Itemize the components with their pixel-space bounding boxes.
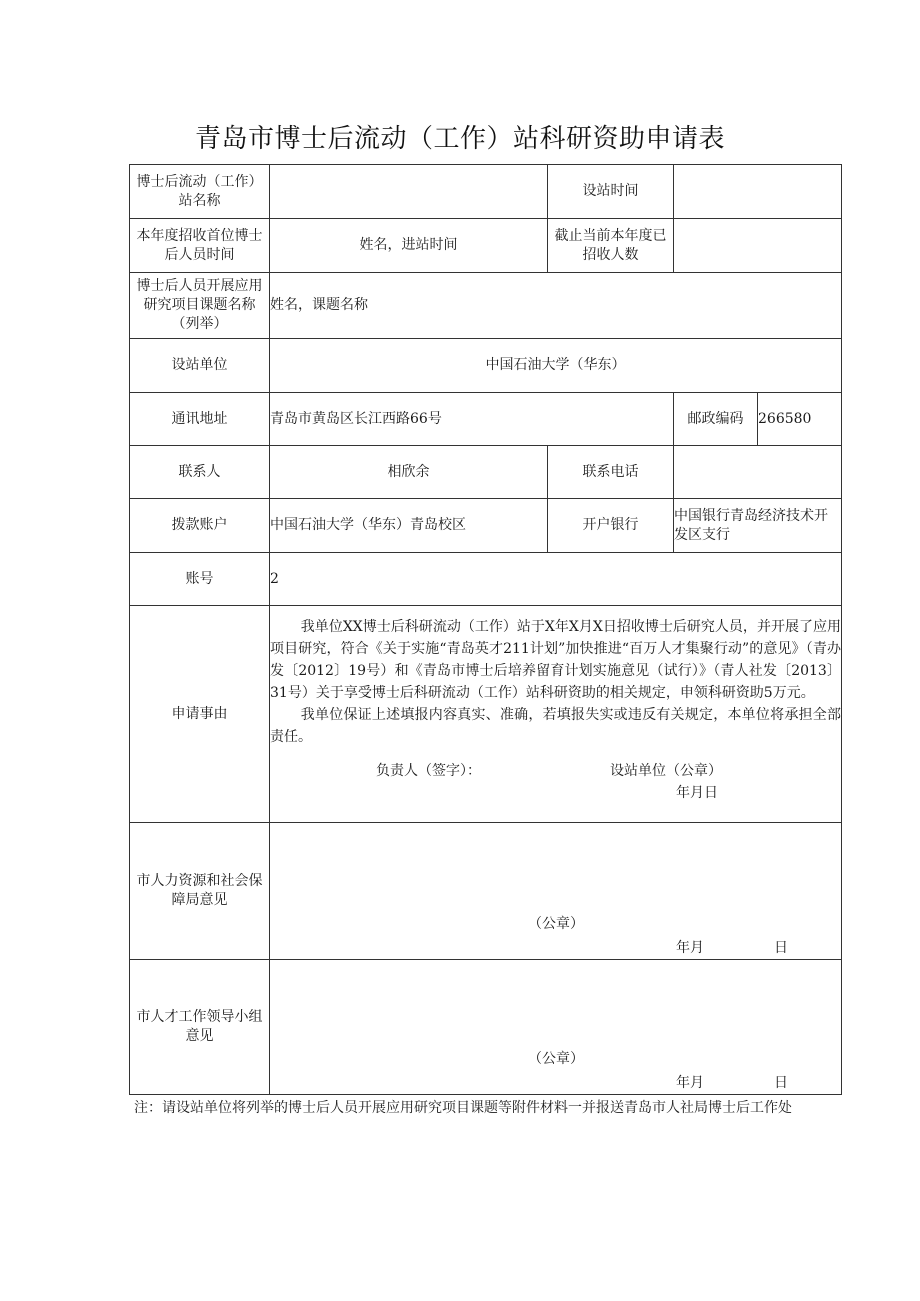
- phone-field[interactable]: [674, 446, 842, 499]
- station-name-field[interactable]: [270, 165, 548, 219]
- application-content: [270, 606, 842, 823]
- contact-field[interactable]: 相欣余: [270, 446, 548, 499]
- hr-seal-label: （公章）: [528, 916, 584, 932]
- first-recruit-label: 本年度招收首位博士后人员时间: [130, 219, 270, 273]
- row-contact: [130, 446, 842, 499]
- talent-opinion-field[interactable]: [270, 960, 842, 1095]
- row-unit: [130, 339, 842, 393]
- unit-field[interactable]: 中国石油大学（华东）: [270, 339, 842, 393]
- application-date: 年月日: [676, 785, 718, 801]
- page-title: 青岛市博士后流动（工作）站科研资助申请表: [194, 124, 725, 154]
- application-paragraph-2: 我单位保证上述填报内容真实、准确，若填报失实或违反有关规定，本单位将承担全部责任。: [270, 707, 841, 745]
- row-account-number: [130, 553, 842, 606]
- contact-label: 联系人: [130, 446, 270, 499]
- row-hr-opinion: [130, 823, 842, 960]
- postcode-field[interactable]: 266580: [758, 393, 842, 446]
- talent-opinion-label: 市人才工作领导小组意见: [130, 960, 270, 1095]
- established-time-field[interactable]: [674, 165, 842, 219]
- hr-date-year-month: 年月: [676, 940, 704, 956]
- account-number-label: 账号: [130, 553, 270, 606]
- project-label: 博士后人员开展应用研究项目课题名称（列举）: [130, 273, 270, 339]
- row-address: [130, 393, 842, 446]
- hr-opinion-label: 市人力资源和社会保障局意见: [130, 823, 270, 960]
- unit-seal-label: 设站单位（公章）: [610, 763, 722, 779]
- project-field[interactable]: 姓名，课题名称: [270, 273, 842, 339]
- station-name-label: 博士后流动（工作）站名称: [130, 165, 270, 219]
- application-label: 申请事由: [130, 606, 270, 823]
- row-application: [130, 606, 842, 823]
- phone-label: 联系电话: [548, 446, 674, 499]
- bank-field[interactable]: 中国银行青岛经济技术开发区支行: [674, 499, 842, 553]
- application-paragraph-1: 我单位XX博士后科研流动（工作）站于X年X月X日招收博士后研究人员，并开展了应用项目研究，符合《关于实施“青岛英才211计划”加快推进“百万人才集聚行动”的意见》（青办发〔2012〕19号）和《青岛市博士后培养留育计划实施意见（试行）》（青人社发〔2013〕31号）关于享受博士后科研流动（工作）站科研资助的相关规定，申领科研资助5万元。: [270, 619, 841, 701]
- recruited-count-label: 截止当前本年度已招收人数: [548, 219, 674, 273]
- account-label: 拨款账户: [130, 499, 270, 553]
- row-talent-opinion: [130, 960, 842, 1095]
- address-label: 通讯地址: [130, 393, 270, 446]
- unit-label: 设站单位: [130, 339, 270, 393]
- talent-date-day: 日: [774, 1075, 788, 1091]
- address-field[interactable]: 青岛市黄岛区长江西路66号: [270, 393, 674, 446]
- established-time-label: 设站时间: [548, 165, 674, 219]
- talent-seal-label: （公章）: [528, 1051, 584, 1067]
- row-station-name: [130, 165, 842, 219]
- signer-label: 负责人（签字）：: [376, 763, 481, 779]
- first-recruit-field[interactable]: 姓名，进站时间: [270, 219, 548, 273]
- talent-date-year-month: 年月: [676, 1075, 704, 1091]
- signature-block: [270, 762, 841, 812]
- footnote: 注：请设站单位将列举的博士后人员开展应用研究项目课题等附件材料一并报送青岛市人社局博士后工作处: [134, 1100, 792, 1116]
- account-field[interactable]: 中国石油大学（华东）青岛校区: [270, 499, 548, 553]
- recruited-count-field[interactable]: [674, 219, 842, 273]
- account-number-field[interactable]: 2: [270, 553, 842, 606]
- application-form-table: [129, 164, 842, 1095]
- hr-date-day: 日: [774, 940, 788, 956]
- postcode-label: 邮政编码: [674, 393, 758, 446]
- bank-label: 开户银行: [548, 499, 674, 553]
- hr-opinion-field[interactable]: [270, 823, 842, 960]
- row-project: [130, 273, 842, 339]
- row-first-recruit: [130, 219, 842, 273]
- row-account: [130, 499, 842, 553]
